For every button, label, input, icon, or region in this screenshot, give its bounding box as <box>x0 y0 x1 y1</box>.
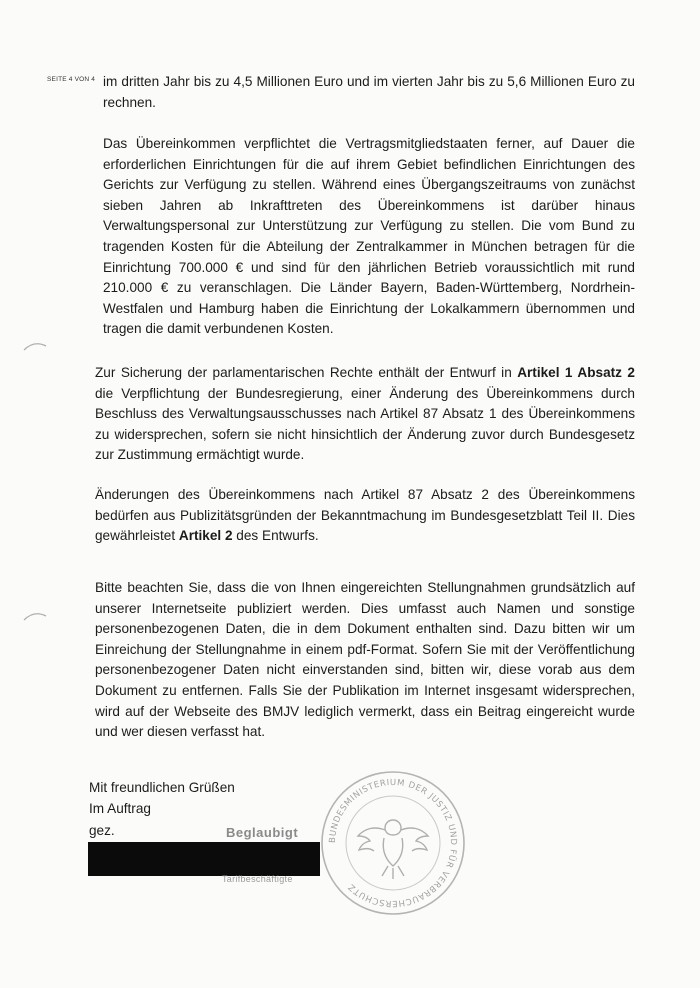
closing-signed: gez. <box>89 822 115 838</box>
closing-greeting: Mit freundlichen Grüßen <box>89 780 235 795</box>
redacted-signature <box>88 842 320 876</box>
page-number: SEITE 4 VON 4 <box>47 76 96 83</box>
margin-punch-mark-icon <box>22 338 48 352</box>
seal-ring-text: BUNDESMINISTERIUM DER JUSTIZ UND FÜR VERBRAUCHERSCHUTZ <box>327 777 459 909</box>
paragraph-publication-notice: Bitte beachten Sie, dass die von Ihnen eingereichten Stellungnahmen grundsätzlich auf unserer Internetseite publiziert werden. Dies umfasst auch Namen und sonstige personenbezogenen Daten, die in dem Dokument enthalten sind. Dazu bitten wir um Einreichung der Stellungnahme in einem pdf-Format. Sofern Sie mit der Veröffentlichung personenbezogener Daten nicht einverstanden sind, bitten wir, diese vorab aus dem Dokument zu entfernen. Falls Sie der Publikation im Internet insgesamt widersprechen, wird auf der Webseite des BMJV lediglich vermerkt, dass ein Beitrag eingereicht wurde und wer diesen verfasst hat. <box>95 580 635 740</box>
p2-text-a: Zur Sicherung der parlamentarischen Rechte enthält der Entwurf in <box>95 365 518 380</box>
closing-by-order: Im Auftrag <box>89 801 151 817</box>
official-seal-icon <box>318 768 468 918</box>
paragraph-parliamentary-rights <box>95 363 635 466</box>
p3-text-b: des Entwurfs. <box>232 528 319 544</box>
p3-bold: Artikel 2 <box>178 528 233 544</box>
certified-stamp-label: Beglaubigt <box>226 825 299 840</box>
margin-punch-mark-icon <box>22 608 48 622</box>
paragraph-cost-continuation: im dritten Jahr bis zu 4,5 Millionen Euro und im vierten Jahr bis zu 5,6 Millionen Euro zu rechnen. <box>103 74 635 110</box>
paragraph-amendments <box>95 485 635 547</box>
p2-bold: Artikel 1 Absatz 2 <box>517 365 635 380</box>
eagle-icon <box>358 820 428 879</box>
paragraph-facilities: Das Übereinkommen verpflichtet die Vertragsmitgliedstaaten ferner, auf Dauer die erforderlichen Einrichtungen für die auf ihrem Gebiet befindlichen Einrichtungen des Gerichts zur Verfügung zu stellen. Während eines Übergangszeitraums von zunächst sieben Jahren ab Inkrafttreten des Übereinkommens ist darüber hinaus Verwaltungspersonal zur Unterstützung zur Verfügung zu stellen. Die vom Bund zu tragenden Kosten für die Abteilung der Zentralkammer in München betragen für die Einrichtung 700.000 € und sind für den jährlichen Betrieb voraussichtlich mit rund 210.000 € zu veranschlagen. Die Länder Bayern, Baden-Württemberg, Nordrhein-Westfalen und Hamburg haben die Einrichtung der Lokalkammern übernommen und tragen die damit verbundenen Kosten. <box>103 136 635 337</box>
closing-block <box>89 777 235 841</box>
p2-text-b: die Verpflichtung der Bundesregierung, einer Änderung des Übereinkommens durch Beschluss des Verwaltungsausschusses nach Artikel 87 Absatz 1 des Übereinkommens zu widersprechen, sofern sie nicht hinsichtlich der Änderung zuvor durch Bundesgesetz zur Zustimmung ermächtigt wurde. <box>95 385 635 463</box>
svg-text:BUNDESMINISTERIUM DER JUSTIZ U <box>328 778 458 908</box>
certified-stamp-subtitle: Tarifbeschäftigte <box>222 874 293 884</box>
p3-text-a: Änderungen des Übereinkommens nach Artikel 87 Absatz 2 des Übereinkommens bedürfen aus Publizitätsgründen der Bekanntmachung im Bundesgesetzblatt Teil II. Dies gewährleistet <box>95 487 635 544</box>
